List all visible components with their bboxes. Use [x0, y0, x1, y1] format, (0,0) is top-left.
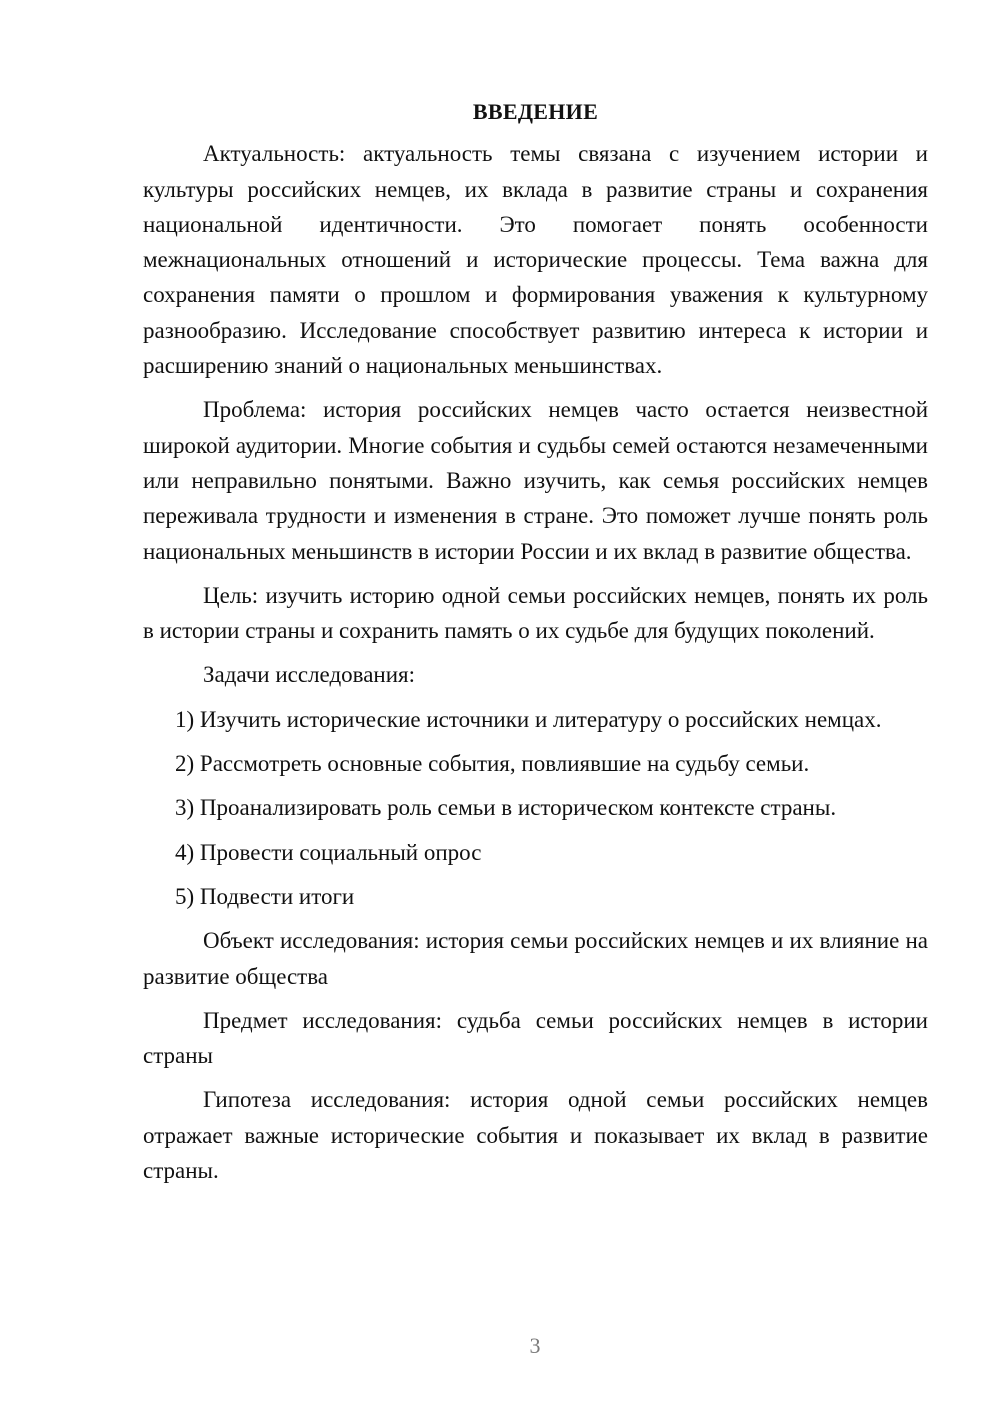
relevance-paragraph: Актуальность: актуальность темы связана с изучением истории и культуры российских немцев, их вклада в развитие страны и сохранения национальной идентичности. Это помогает понять особенности межнациональных отношений и исторические процессы. Тема важна для сохранения памяти о прошлом и формирования уважения к культурному разнообразию. Исследование способствует развитию интереса к истории и расширению знаний о национальных меньшинствах.: [143, 141, 928, 379]
task-item: 5) Подвести итоги: [175, 883, 355, 909]
object-paragraph: Объект исследования: история семьи российских немцев и их влияние на развитие общества: [143, 928, 928, 989]
task-item: 3) Проанализировать роль семьи в историческом контексте страны.: [175, 795, 837, 821]
subject-paragraph: Предмет исследования: судьба семьи российских немцев в истории страны: [143, 1007, 928, 1069]
page-title: ВВЕДЕНИЕ: [472, 99, 599, 124]
task-item: 1) Изучить исторические источники и литературу о российских немцах.: [175, 706, 882, 732]
task-item: 4) Провести социальный опрос: [175, 839, 482, 865]
hypothesis-paragraph: Гипотеза исследования: история одной семьи российских немцев отражает важные исторические события и показывает их вклад в развитие страны.: [143, 1087, 928, 1184]
task-item: 2) Рассмотреть основные события, повлиявшие на судьбу семьи.: [175, 751, 810, 777]
problem-paragraph: Проблема: история российских немцев часто остается неизвестной широкой аудитории. Многие события и судьбы семей остаются незамеченными или неправильно понятыми. Важно изучить, как семья российских немцев переживала трудности и изменения в стране. Это поможет лучше понять роль национальных меньшинств в истории России и их вклад в развитие общества.: [143, 397, 928, 564]
tasks-heading: Задачи исследования:: [203, 662, 416, 688]
page-number: 3: [529, 1333, 541, 1358]
page-content: [143, 94, 928, 1197]
goal-paragraph: Цель: изучить историю одной семьи российских немцев, понять их роль в истории страны и сохранить память о их судьбе для будущих поколений.: [143, 582, 928, 644]
